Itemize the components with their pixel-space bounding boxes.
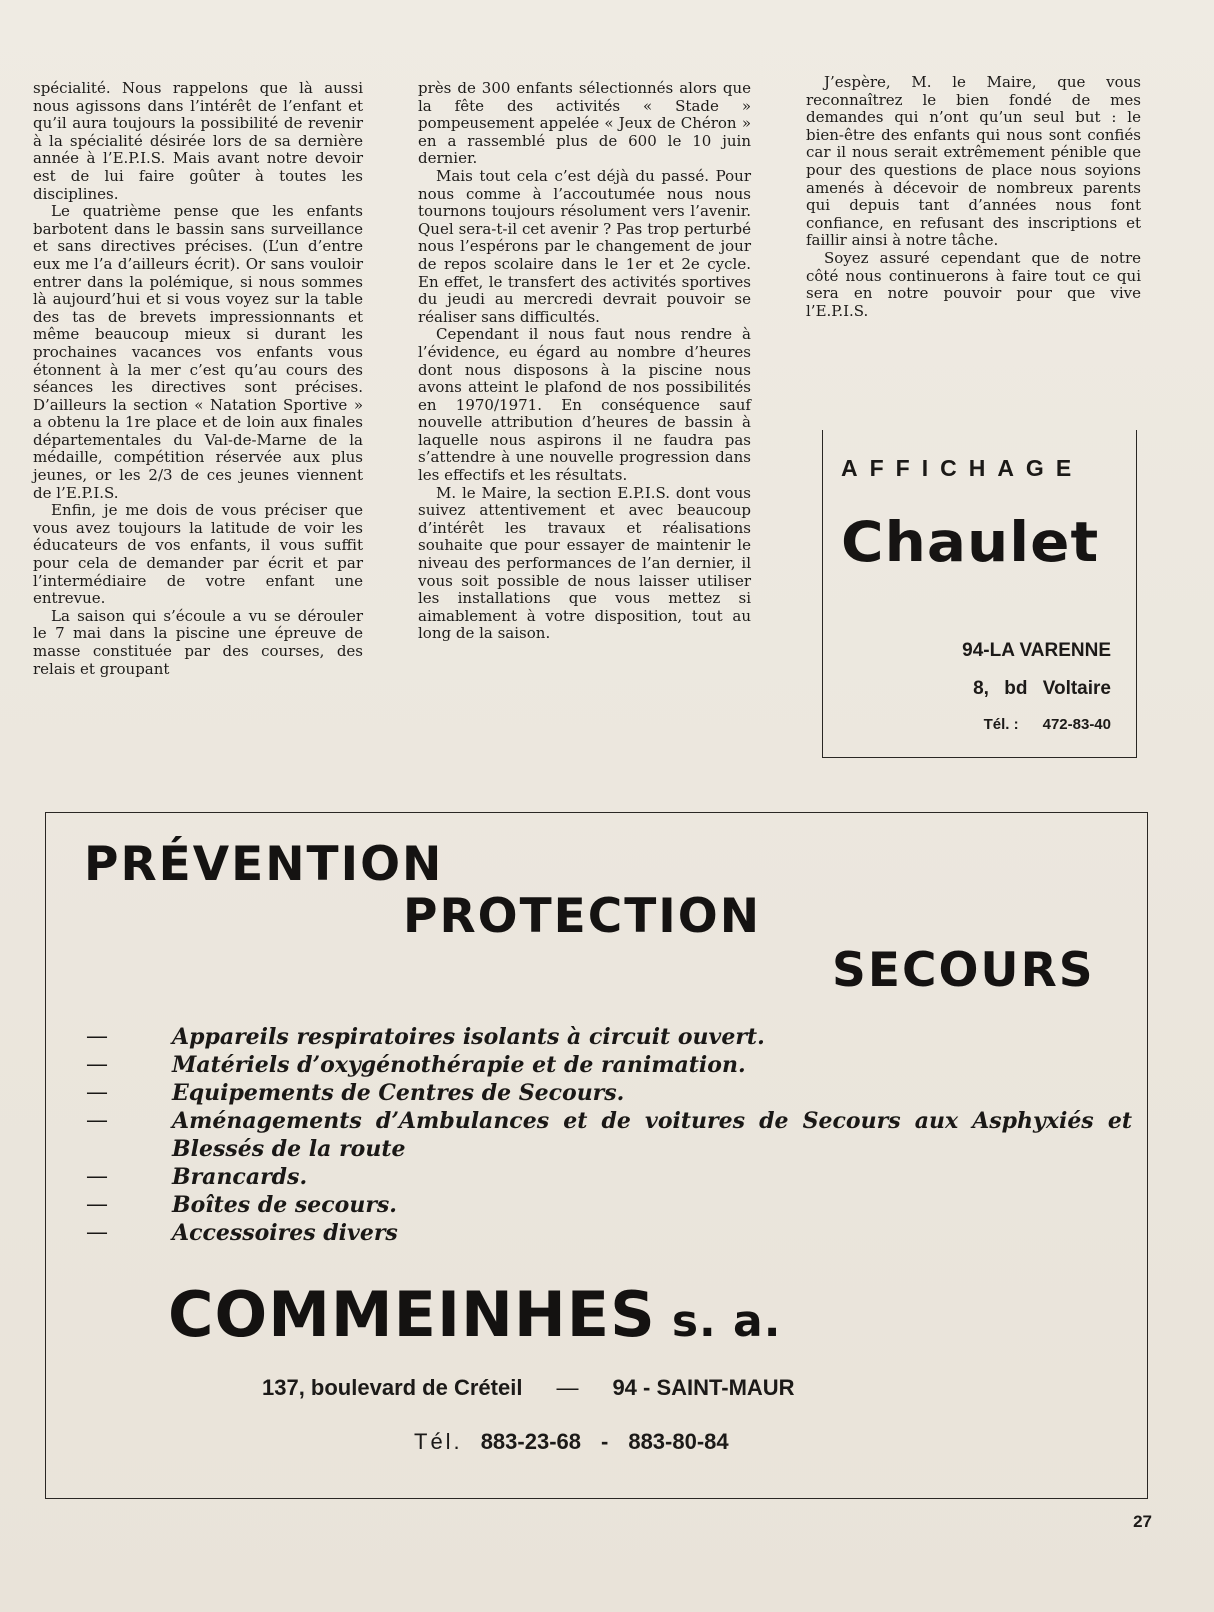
list-item: — Equipements de Centres de Secours.	[86, 1080, 625, 1106]
ad-telephone	[984, 716, 1111, 733]
ad-kicker: AFFICHAGE	[841, 455, 1084, 481]
company-phones: Tél. 883-23-68 - 883-80-84	[414, 1429, 729, 1454]
paragraph: Soyez assuré cependant que de notre côté nous continuerons à faire tout ce qui sera en notre pouvoir pour que vive l’E.P.I.S.	[806, 248, 1141, 320]
paragraph: spécialité. Nous rappelons que là aussi nous agissons dans l’intérêt de l’enfant et qu’il aura toujours la possibilité de revenir à la spécialité désirée lors de sa dernière année à l’E.P.I.S. Mais avant notre devoir est de lui faire goûter à toutes les disciplines.	[33, 79, 363, 203]
paragraph: J’espère, M. le Maire, que vous reconnaîtrez le bien fondé de mes demandes qui n’ont qu’un seul but : le bien-être des enfants qui nous sont confiés car il nous serait extrêmement pénible que pour des questions de place nous soyions amenés à décevoir de nombreux parents qui depuis tant d’années nous font confiance, en refusant des inscriptions et faillir ainsi à notre tâche.	[806, 73, 1141, 250]
ad-brand-name: Chaulet	[841, 509, 1100, 575]
company-address: 137, boulevard de Créteil — 94 - SAINT-MAUR	[262, 1375, 795, 1400]
paragraph: Cependant il nous faut nous rendre à l’évidence, eu égard au nombre d’heures dont nous disposons à la piscine nous avons atteint le plafond de nos possibilités en 1970/1971. En conséquence sauf nouvelle attribution d’heures de bassin à laquelle nous aspirons il ne faudra pas s’attendre à une nouvelle progression dans les effectifs et les résultats.	[418, 325, 751, 485]
page-number: 27	[1133, 1512, 1152, 1531]
article-column-1	[33, 80, 363, 678]
headline-secours: SECOURS	[832, 943, 1095, 998]
product-list	[86, 1023, 1132, 1247]
ad-street: 8, bd Voltaire	[973, 678, 1111, 699]
address-city: 94 - SAINT-MAUR	[612, 1375, 795, 1400]
list-item: — Appareils respiratoires isolants à circuit ouvert.	[86, 1024, 765, 1050]
paragraph: La saison qui s’écoule a vu se dérouler le 7 mai dans la piscine une épreuve de masse constituée par des courses, des relais et groupant	[33, 606, 363, 678]
headline-prevention: PRÉVENTION	[84, 837, 444, 892]
ad-city: 94-LA VARENNE	[962, 640, 1111, 661]
phone-1: 883-23-68	[480, 1429, 581, 1454]
headline-protection: PROTECTION	[403, 889, 762, 944]
article-column-2	[418, 80, 751, 643]
paragraph: Enfin, je me dois de vous préciser que vous avez toujours la latitude de voir les éducateurs de vos enfants, il vous suffit pour cela de demander par écrit et par l’intermédiaire de votre enfant une entrevue.	[33, 501, 363, 608]
paragraph: Mais tout cela c’est déjà du passé. Pour nous comme à l’accoutumée nous nous tournons toujours résolument vers l’avenir. Quel sera-t-il cet avenir ? Pas trop perturbé nous l’espérons par le changement de jour de repos scolaire dans le 1er et 2e cycle. En effet, le transfert des activités sportives du jeudi au mercredi devrait pouvoir se réaliser sans difficultés.	[418, 166, 751, 326]
list-item: — Brancards.	[86, 1164, 308, 1190]
company-name: COMMEINHES s. a.	[168, 1278, 782, 1351]
list-item: — Accessoires divers	[86, 1220, 398, 1246]
list-item: — Matériels d’oxygénothérapie et de ranimation.	[86, 1052, 746, 1078]
phone-2: 883-80-84	[628, 1429, 729, 1454]
paragraph: près de 300 enfants sélectionnés alors que la fête des activités « Stade » pompeusement appelée « Jeux de Chéron » en a rassemblé plus de 600 le 10 juin dernier.	[418, 79, 751, 168]
chaulet-advertisement	[822, 430, 1137, 758]
paragraph: M. le Maire, la section E.P.I.S. dont vous suivez attentivement et avec beaucoup d’intérêt les travaux et réalisations souhaite que pour essayer de maintenir le niveau des performances de l’an dernier, il vous soit possible de nous laisser utiliser les installations que vous mettez si aimablement à votre disposition, tout au long de la saison.	[418, 483, 751, 643]
tel-number: 472-83-40	[1042, 716, 1111, 733]
list-item: — Boîtes de secours.	[86, 1192, 397, 1218]
commeinhes-advertisement	[45, 812, 1148, 1499]
paragraph: Le quatrième pense que les enfants barbotent dans le bassin sans surveillance et sans directives précises. (L’un d’entre eux me l’a d’ailleurs écrit). Or sans vouloir entrer dans la polémique, si nous sommes là aujourd’hui et si vous voyez sur la table des tas de brevets impressionnants et même beaucoup mieux si durant les prochaines vacances vos enfants vous étonnent à la mer c’est qu’au cours des séances les directives sont précises. D’ailleurs la section « Natation Sportive » a obtenu la 1re place et de loin aux finales départementales du Val-de-Marne de la médaille, compétition réservée aux plus jeunes, or les 2/3 de ces jeunes viennent de l’E.P.I.S.	[33, 202, 363, 502]
company-suffix: s. a.	[671, 1296, 782, 1347]
tel-label: Tél. :	[983, 716, 1019, 733]
address-street: 137, boulevard de Créteil	[262, 1375, 523, 1400]
article-column-3	[806, 74, 1141, 320]
tel-label: Tél.	[414, 1429, 463, 1454]
list-item: — Aménagements d’Ambulances et de voitures de Secours aux Asphyxiés et Blessés de la route	[86, 1108, 1132, 1162]
